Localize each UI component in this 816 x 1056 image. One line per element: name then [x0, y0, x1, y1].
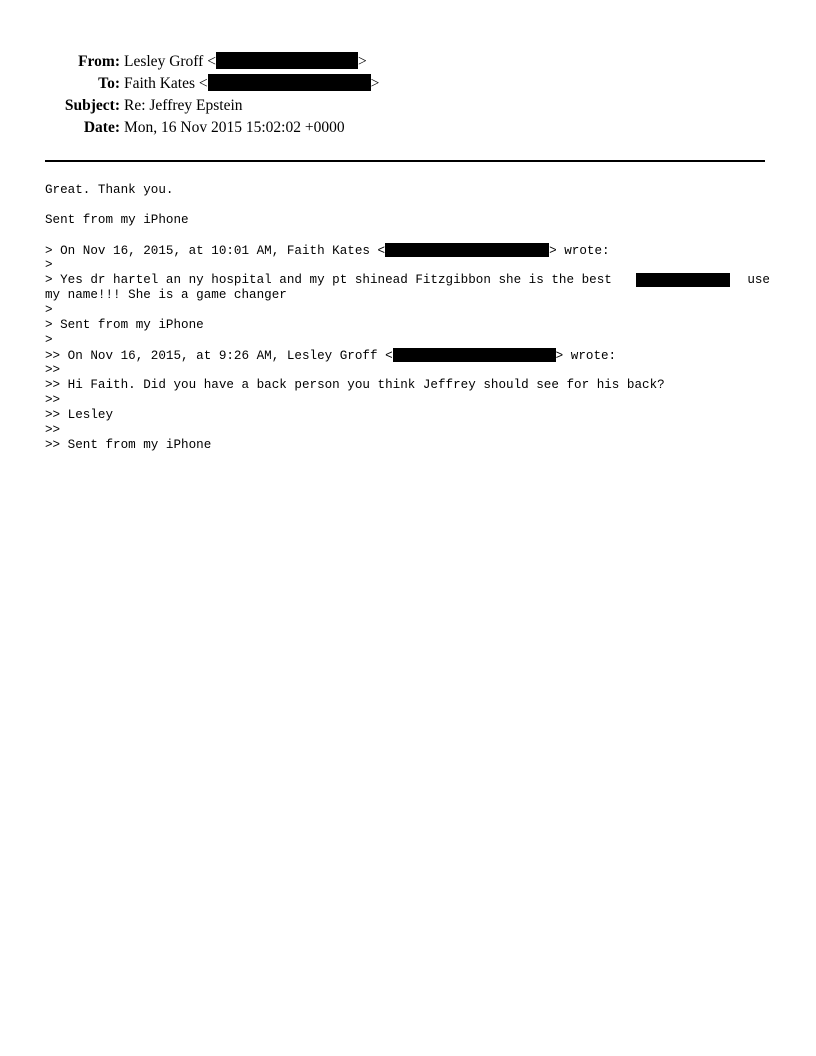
- quote-line: >> Hi Faith. Did you have a back person you think Jeffrey should see for his back?: [45, 378, 665, 392]
- from-name: Lesley Groff <: [124, 53, 216, 70]
- redaction-box: [208, 74, 371, 91]
- date-row: [0, 117, 816, 139]
- to-close: >: [370, 75, 380, 92]
- quote-text: use: [747, 273, 770, 287]
- redaction-box: [385, 243, 549, 257]
- quote-line: >> Sent from my iPhone: [45, 438, 212, 452]
- from-row: [0, 51, 816, 73]
- quote-header: [45, 348, 770, 364]
- redaction-box: [393, 348, 556, 362]
- quote-header: [45, 243, 770, 259]
- date-value: Mon, 16 Nov 2015 15:02:02 +0000: [124, 119, 345, 136]
- body-line: Sent from my iPhone: [45, 213, 189, 227]
- quote-line: >: [45, 303, 53, 317]
- from-label: From:: [78, 53, 120, 70]
- redaction-box: [636, 273, 730, 287]
- from-close: >: [357, 53, 367, 70]
- quote-header-suffix: > wrote:: [555, 349, 617, 363]
- quote-line: >>: [45, 393, 61, 407]
- quote-text: > Yes dr hartel an ny hospital and my pt shinead Fitzgibbon she is the best: [45, 273, 612, 287]
- quote-line: >> Lesley: [45, 408, 114, 422]
- quote-line: my name!!! She is a game changer: [45, 288, 287, 302]
- subject-label: Subject:: [64, 97, 120, 114]
- header-divider: [45, 160, 765, 162]
- quote-line: [45, 273, 770, 288]
- quote-header-suffix: > wrote:: [549, 244, 610, 258]
- quote-line: >: [45, 333, 53, 347]
- quote-line: >>: [45, 423, 61, 437]
- quote-header-text: > On Nov 16, 2015, at 10:01 AM, Faith Kates <: [45, 244, 386, 258]
- date-label: Date:: [83, 119, 120, 136]
- redaction-box: [216, 52, 358, 69]
- to-name: Faith Kates <: [124, 75, 208, 92]
- quote-line: >: [45, 258, 53, 272]
- to-row: [0, 73, 816, 95]
- from-value: [124, 51, 367, 73]
- subject-row: [0, 95, 816, 117]
- to-label: To:: [98, 75, 120, 92]
- to-value: [124, 73, 379, 95]
- body-line: Great. Thank you.: [45, 183, 174, 197]
- quote-header-text: >> On Nov 16, 2015, at 9:26 AM, Lesley Groff <: [45, 349, 393, 363]
- quote-line: >>: [45, 363, 61, 377]
- quote-line: > Sent from my iPhone: [45, 318, 204, 332]
- subject-value: Re: Jeffrey Epstein: [124, 97, 243, 114]
